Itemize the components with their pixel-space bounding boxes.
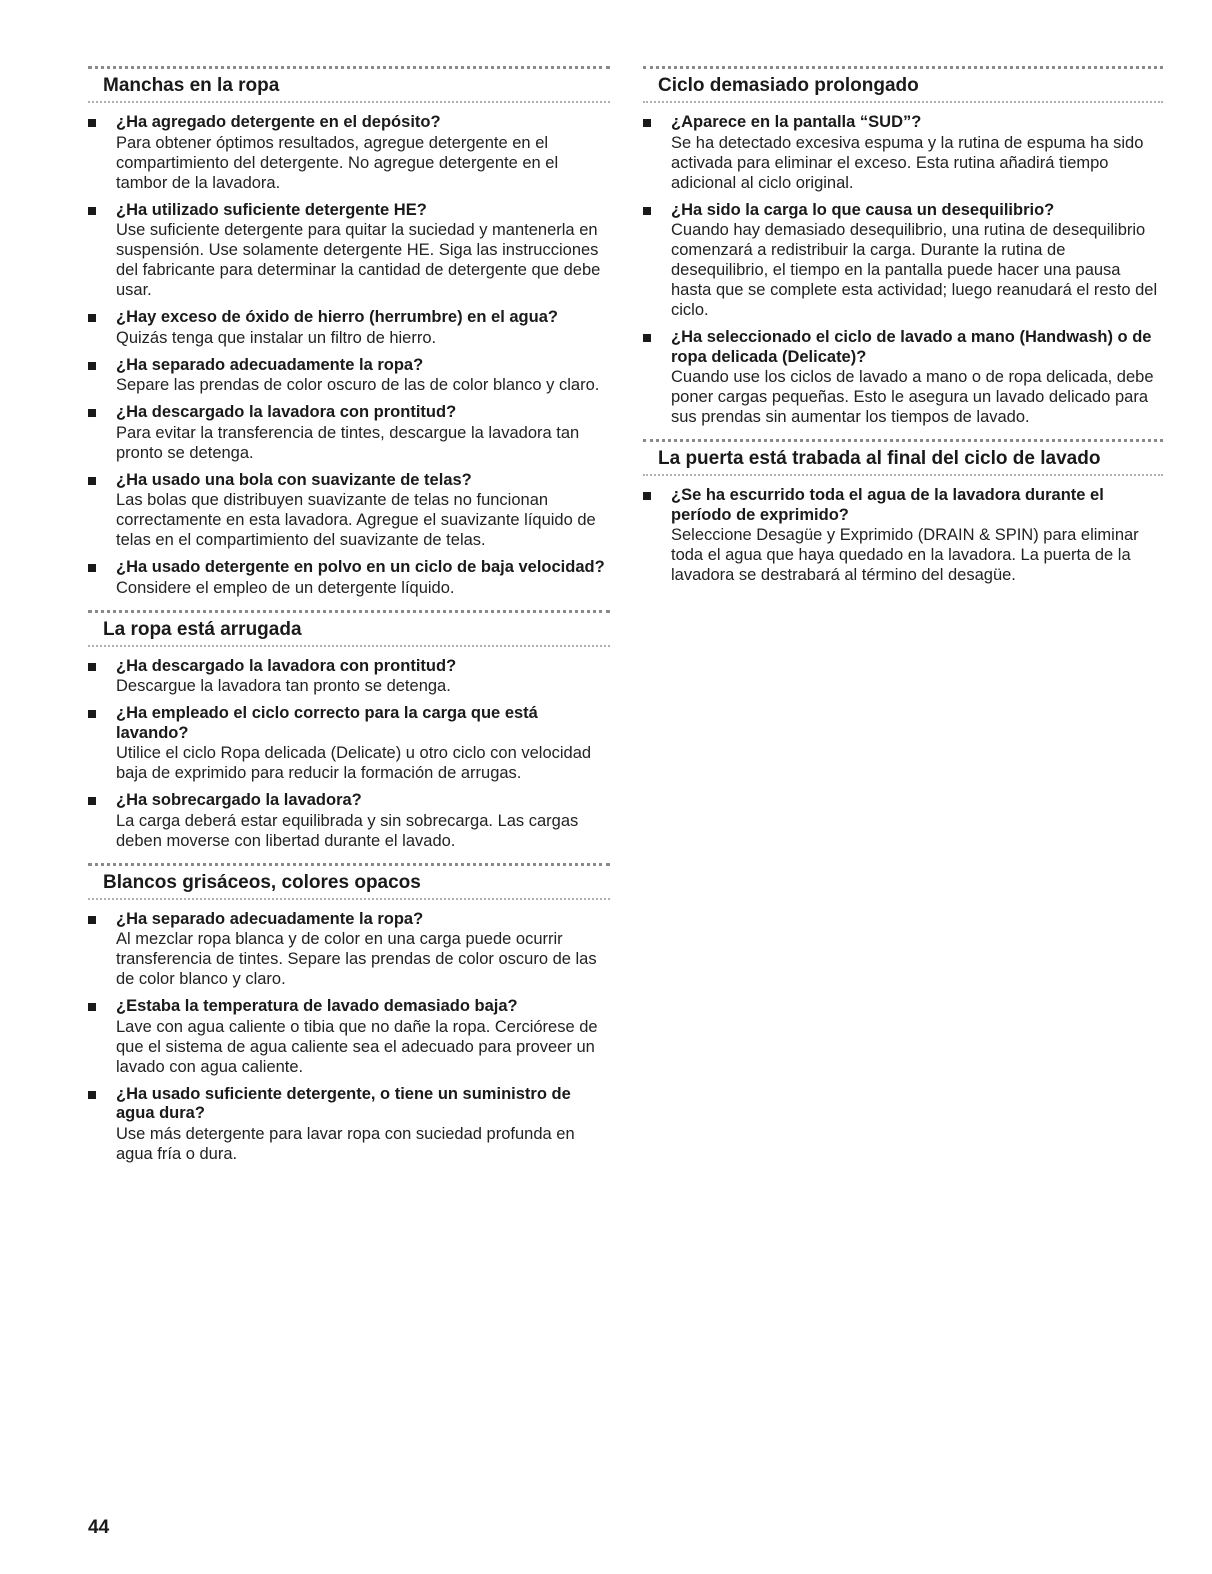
list-item	[88, 403, 610, 463]
list-item	[88, 471, 610, 551]
answer-text: Al mezclar ropa blanca y de color en una carga puede ocurrir transferencia de tintes. Separe las prendas de color oscuro de las de color blanco y claro.	[116, 930, 597, 988]
question-text: ¿Ha sido la carga lo que causa un desequilibrio?	[671, 200, 1055, 219]
square-bullet-icon	[643, 334, 651, 342]
section-title: Manchas en la ropa	[103, 75, 280, 96]
list-item	[88, 910, 610, 990]
square-bullet-icon	[88, 119, 96, 127]
square-bullet-icon	[88, 477, 96, 485]
square-bullet-icon	[88, 710, 96, 718]
left-column	[88, 66, 610, 1176]
list-item	[643, 201, 1163, 321]
list-item	[88, 356, 610, 396]
section-rule-bottom	[88, 898, 610, 900]
answer-text: Para evitar la transferencia de tintes, descargue la lavadora tan pronto se detenga.	[116, 423, 580, 462]
list-item	[88, 657, 610, 697]
answer-text: Para obtener óptimos resultados, agregue detergente en el compartimiento del detergente. No agregue detergente en el tambor de la lavadora.	[116, 133, 559, 192]
question-text: ¿Ha utilizado suficiente detergente HE?	[116, 200, 427, 219]
section-rule-bottom	[643, 101, 1163, 103]
answer-text: Lave con agua caliente o tibia que no dañe la ropa. Cerciórese de que el sistema de agua caliente sea el adecuado para proveer un lavado con agua caliente.	[116, 1017, 598, 1076]
square-bullet-icon	[88, 916, 96, 924]
list-item	[88, 558, 610, 598]
list-item	[88, 997, 610, 1077]
square-bullet-icon	[88, 797, 96, 805]
question-text: ¿Ha usado suficiente detergente, o tiene un suministro de agua dura?	[116, 1084, 571, 1122]
question-text: ¿Aparece en la pantalla “SUD”?	[671, 113, 922, 131]
list-item	[88, 308, 610, 348]
answer-text: Separe las prendas de color oscuro de las de color blanco y claro.	[116, 376, 600, 394]
troubleshooting-section	[88, 863, 610, 1164]
square-bullet-icon	[88, 1091, 96, 1099]
section-title: Blancos grisáceos, colores opacos	[103, 871, 421, 893]
square-bullet-icon	[88, 409, 96, 417]
answer-text: Se ha detectado excesiva espuma y la rutina de espuma ha sido activada para eliminar el exceso. Esta rutina añadirá tiempo adicional al ciclo original.	[671, 133, 1144, 192]
list-item	[88, 1085, 610, 1164]
square-bullet-icon	[643, 207, 651, 215]
question-text: ¿Hay exceso de óxido de hierro (herrumbre) en el agua?	[116, 308, 558, 326]
section-rule-bottom	[88, 101, 610, 103]
square-bullet-icon	[88, 207, 96, 215]
question-text: ¿Estaba la temperatura de lavado demasiado baja?	[116, 997, 518, 1015]
question-text: ¿Ha descargado la lavadora con prontitud?	[116, 403, 457, 421]
section-rule-bottom	[643, 474, 1163, 476]
square-bullet-icon	[88, 314, 96, 322]
section-rule-bottom	[88, 645, 610, 647]
troubleshooting-section	[643, 439, 1163, 585]
section-title: Ciclo demasiado prolongado	[658, 75, 919, 96]
answer-text: Use suficiente detergente para quitar la suciedad y mantenerla en suspensión. Use solamente detergente HE. Siga las instrucciones del fabricante para determinar la cantidad de detergente que debe usar.	[116, 221, 601, 299]
list-item	[643, 328, 1163, 427]
question-text: ¿Ha usado detergente en polvo en un ciclo de baja velocidad?	[116, 558, 605, 576]
list-item	[643, 113, 1163, 193]
square-bullet-icon	[88, 1003, 96, 1011]
list-item	[88, 201, 610, 301]
list-item	[88, 704, 610, 783]
answer-text: Utilice el ciclo Ropa delicada (Delicate) u otro ciclo con velocidad baja de exprimido para reducir la formación de arrugas.	[116, 744, 592, 782]
page-number: 44	[88, 1517, 110, 1538]
answer-text: Considere el empleo de un detergente líquido.	[116, 578, 455, 597]
square-bullet-icon	[643, 119, 651, 127]
answer-text: Descargue la lavadora tan pronto se detenga.	[116, 677, 451, 695]
list-item	[88, 113, 610, 193]
square-bullet-icon	[643, 492, 651, 500]
answer-text: Las bolas que distribuyen suavizante de telas no funcionan correctamente en esta lavadora. Agregue el suavizante líquido de telas en el compartimiento del suavizante de telas.	[116, 491, 596, 549]
answer-text: Use más detergente para lavar ropa con suciedad profunda en agua fría o dura.	[116, 1124, 575, 1163]
question-text: ¿Ha usado una bola con suavizante de telas?	[116, 470, 472, 489]
answer-text: Seleccione Desagüe y Exprimido (DRAIN & SPIN) para eliminar toda el agua que haya quedado en la lavadora. La puerta de la lavadora se destrabará al término del desagüe.	[671, 526, 1139, 584]
question-text: ¿Ha separado adecuadamente la ropa?	[116, 355, 424, 374]
square-bullet-icon	[88, 564, 96, 572]
answer-text: Cuando use los ciclos de lavado a mano o de ropa delicada, debe poner cargas pequeñas. Esto le asegura un lavado delicado para sus prendas sin aumentar los tiempos de lavado.	[671, 368, 1154, 426]
square-bullet-icon	[88, 362, 96, 370]
question-list	[88, 910, 610, 1164]
question-list	[88, 657, 610, 851]
right-column	[643, 66, 1163, 597]
answer-text: Quizás tenga que instalar un filtro de hierro.	[116, 328, 437, 347]
question-list	[643, 486, 1163, 585]
answer-text: Cuando hay demasiado desequilibrio, una rutina de desequilibrio comenzará a redistribuir la carga. Durante la rutina de desequilibrio, el tiempo en la pantalla puede hacer una pausa hasta que se complete esta actividad; luego reanudará el resto del ciclo.	[671, 221, 1158, 319]
question-text: ¿Ha separado adecuadamente la ropa?	[116, 909, 424, 928]
troubleshooting-section	[88, 610, 610, 851]
question-text: ¿Ha descargado la lavadora con prontitud?	[116, 656, 457, 675]
question-text: ¿Ha seleccionado el ciclo de lavado a mano (Handwash) o de ropa delicada (Delicate)?	[671, 328, 1152, 366]
section-title: La puerta está trabada al final del ciclo de lavado	[658, 448, 1101, 469]
question-list	[643, 113, 1163, 427]
list-item	[88, 791, 610, 851]
answer-text: La carga deberá estar equilibrada y sin sobrecarga. Las cargas deben moverse con libertad durante el lavado.	[116, 811, 579, 850]
question-text: ¿Ha sobrecargado la lavadora?	[116, 791, 362, 809]
troubleshooting-section	[88, 66, 610, 598]
section-title: La ropa está arrugada	[103, 618, 302, 640]
question-text: ¿Ha agregado detergente en el depósito?	[116, 113, 441, 131]
list-item	[643, 486, 1163, 585]
square-bullet-icon	[88, 663, 96, 671]
question-text: ¿Se ha escurrido toda el agua de la lavadora durante el período de exprimido?	[671, 486, 1104, 524]
troubleshooting-section	[643, 66, 1163, 427]
question-list	[88, 113, 610, 598]
question-text: ¿Ha empleado el ciclo correcto para la carga que está lavando?	[116, 704, 538, 742]
